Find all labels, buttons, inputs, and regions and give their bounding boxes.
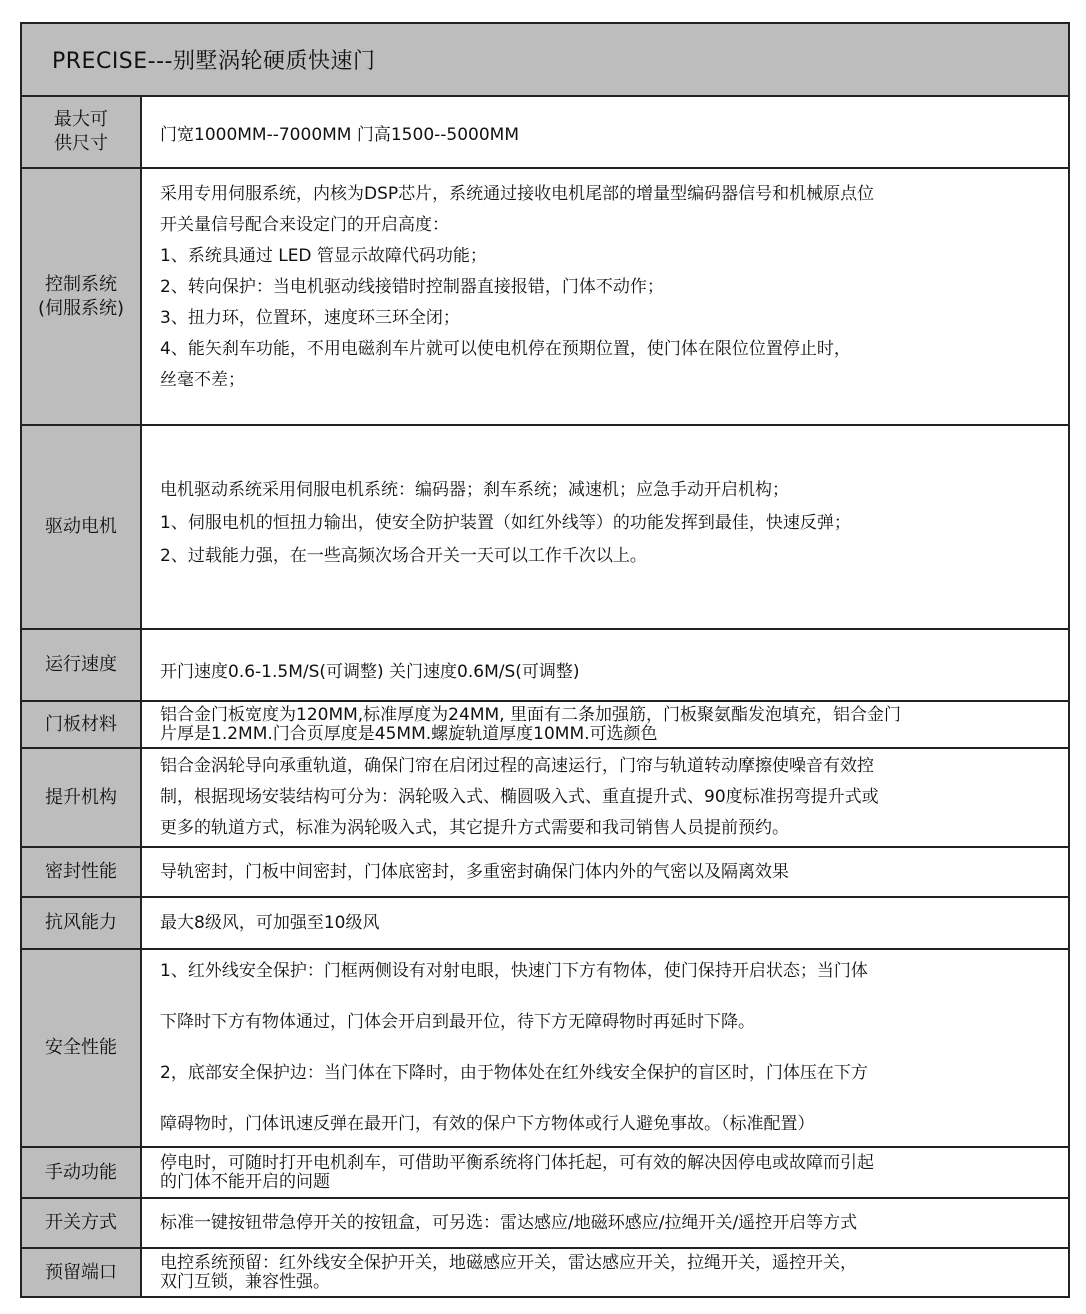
content-line: 标准一键按钮带急停开关的按钮盒，可另选：雷达感应/地磁环感应/拉绳开关/遥控开启等方式 <box>160 1212 858 1233</box>
spec-row-size <box>22 97 1068 169</box>
content-line: 2、过载能力强，在一些高频次场合开关一天可以工作千次以上。 <box>160 546 647 566</box>
content-line: 丝毫不差； <box>160 370 245 390</box>
content-line: 2，底部安全保护边：当门体在下降时，由于物体处在红外线安全保护的盲区时，门体压在下方 <box>160 1063 868 1083</box>
row-label: 密封性能 <box>22 848 142 896</box>
spec-row-sealing <box>22 848 1068 898</box>
row-label: 门板材料 <box>22 702 142 747</box>
spec-row-speed <box>22 630 1068 702</box>
spec-row-panel-material <box>22 702 1068 749</box>
page-title: PRECISE---别墅涡轮硬质快速门 <box>52 49 376 74</box>
row-label: 控制系统 (伺服系统) <box>22 169 142 424</box>
content-line: 最大8级风，可加强至10级风 <box>160 912 380 933</box>
row-label: 手动功能 <box>22 1148 142 1197</box>
content-line: 1、红外线安全保护：门框两侧设有对射电眼，快速门下方有物体，使门保持开启状态；当门体 <box>160 961 868 981</box>
spec-row-switch <box>22 1199 1068 1249</box>
row-content <box>160 630 1058 700</box>
content-line: 的门体不能开启的问题 <box>160 1171 330 1192</box>
content-line: 开关量信号配合来设定门的开启高度： <box>160 215 449 235</box>
content-line: 电控系统预留：红外线安全保护开关，地磁感应开关，雷达感应开关，拉绳开关，遥控开关， <box>160 1252 857 1273</box>
content-line: 更多的轨道方式，标准为涡轮吸入式，其它提升方式需要和我司销售人员提前预约。 <box>160 818 789 838</box>
content-line: 1、系统具通过 LED 管显示故障代码功能； <box>160 246 487 266</box>
row-content <box>160 97 1058 167</box>
spec-row-wind <box>22 898 1068 950</box>
content-line: 电机驱动系统采用伺服电机系统：编码器；刹车系统；减速机；应急手动开启机构； <box>160 480 789 500</box>
spec-row-control <box>22 169 1068 426</box>
content-line: 4、能矢刹车功能，不用电磁刹车片就可以使电机停在预期位置，使门体在限位位置停止时， <box>160 339 851 359</box>
row-content <box>160 426 1058 628</box>
content-line: 制，根据现场安装结构可分为：涡轮吸入式、椭圆吸入式、重直提升式、90度标准拐弯提升式或 <box>160 787 879 807</box>
row-label: 开关方式 <box>22 1199 142 1247</box>
spec-row-motor <box>22 426 1068 630</box>
title-bar <box>22 24 1068 97</box>
row-label: 最大可 供尺寸 <box>22 97 142 167</box>
content-line: 门宽1000MM--7000MM 门高1500--5000MM <box>160 124 520 145</box>
content-line: 铝合金门板宽度为120MM,标准厚度为24MM, 里面有二条加强筋，门板聚氨酯发泡填充，铝合金门 <box>160 704 901 725</box>
content-line: 障碍物时，门体讯速反弹在最开门，有效的保户下方物体或行人避免事故。（标准配置） <box>160 1114 815 1134</box>
content-line: 下降时下方有物体通过，门体会开启到最开位，待下方无障碍物时再延时下降。 <box>160 1012 755 1032</box>
content-line: 开门速度0.6-1.5M/S(可调整) 关门速度0.6M/S(可调整) <box>160 661 580 682</box>
content-line: 1、伺服电机的恒扭力输出，使安全防护装置（如红外线等）的功能发挥到最佳，快速反弹； <box>160 513 851 533</box>
content-line: 导轨密封，门板中间密封，门体底密封，多重密封确保门体内外的气密以及隔离效果 <box>160 861 789 882</box>
spec-row-safety <box>22 950 1068 1148</box>
content-line: 2、转向保护：当电机驱动线接错时控制器直接报错，门体不动作； <box>160 277 664 297</box>
spec-row-ports <box>22 1249 1068 1296</box>
spec-row-lifting <box>22 749 1068 848</box>
row-content <box>160 1148 1058 1197</box>
content-line: 双门互锁，兼容性强。 <box>160 1271 330 1292</box>
row-label: 运行速度 <box>22 630 142 700</box>
row-content <box>160 702 1058 747</box>
row-content <box>160 1249 1058 1296</box>
spec-row-manual <box>22 1148 1068 1199</box>
row-label: 安全性能 <box>22 950 142 1146</box>
content-line: 3、扭力环，位置环，速度环三环全闭； <box>160 308 460 328</box>
content-line: 采用专用伺服系统，内核为DSP芯片，系统通过接收电机尾部的增量型编码器信号和机械原点位 <box>160 184 875 204</box>
row-label: 预留端口 <box>22 1249 142 1296</box>
content-line: 铝合金涡轮导向承重轨道，确保门帘在启闭过程的高速运行，门帘与轨道转动摩擦使噪音有效控 <box>160 756 874 776</box>
row-label: 提升机构 <box>22 749 142 846</box>
row-content <box>160 950 1058 1146</box>
row-content <box>160 898 1058 948</box>
row-content <box>160 169 1058 424</box>
row-label: 驱动电机 <box>22 426 142 628</box>
spec-table <box>20 22 1070 1298</box>
row-label: 抗风能力 <box>22 898 142 948</box>
row-content <box>160 848 1058 896</box>
row-content <box>160 1199 1058 1247</box>
content-line: 片厚是1.2MM.门合页厚度是45MM.螺旋轨道厚度10MM.可选颜色 <box>160 723 658 744</box>
content-line: 停电时，可随时打开电机刹车，可借助平衡系统将门体托起，可有效的解决因停电或故障而引起 <box>160 1152 874 1173</box>
row-content <box>160 749 1058 846</box>
